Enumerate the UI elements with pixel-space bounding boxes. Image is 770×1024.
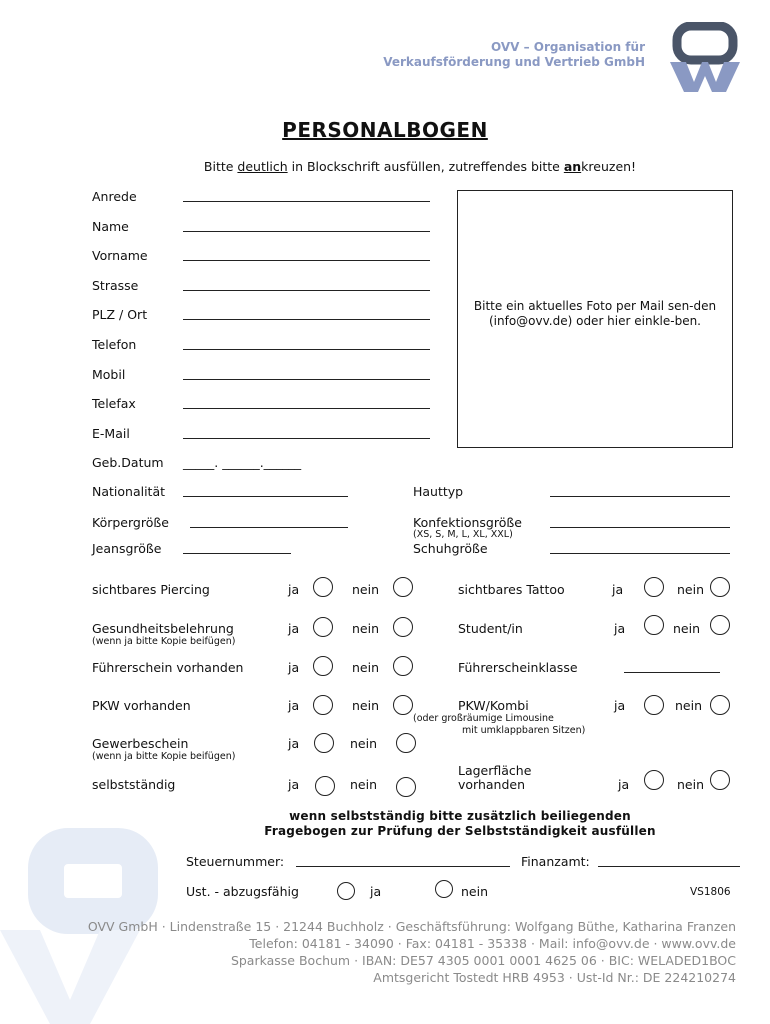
note-line2: Fragebogen zur Prüfung der Selbstständigkeit ausfüllen [264, 824, 656, 838]
gesundheit-label: Gesundheitsbelehrung [92, 621, 234, 636]
field-label: Telefon [92, 337, 137, 352]
nationalitaet-label: Nationalität [92, 484, 166, 499]
geb-datum-label: Geb.Datum [92, 455, 164, 470]
note-line1: wenn selbstständig bitte zusätzlich beiliegenden [289, 809, 631, 823]
schuhgroesse-label: Schuhgröße [413, 541, 488, 556]
tattoo-ja-label: ja [612, 582, 624, 597]
piercing-nein-radio[interactable] [393, 577, 413, 597]
pkw-ja-label: ja [288, 698, 300, 713]
selbststaendig-ja-radio[interactable] [315, 776, 335, 796]
student-label: Student/in [458, 621, 523, 636]
steuernummer-label: Steuernummer: [186, 854, 285, 869]
selbststaendig-ja-label: ja [288, 777, 300, 792]
footer-line4: Amtsgericht Tostedt HRB 4953 · Ust-Id Nr.: DE 224210274 [373, 970, 736, 985]
ovv-logo-icon [670, 22, 740, 94]
pkw-nein-radio[interactable] [393, 695, 413, 715]
field-input[interactable] [183, 231, 430, 232]
lagerflaeche-label1: Lagerfläche [458, 763, 532, 778]
footer-line1: OVV GmbH · Lindenstraße 15 · 21244 Buchholz · Geschäftsführung: Wolfgang Büthe, Katharina Franzen [87, 919, 736, 934]
hauttyp-label: Hauttyp [413, 484, 464, 499]
pkw-ja-radio[interactable] [313, 695, 333, 715]
steuernummer-field[interactable] [296, 866, 510, 867]
pkw-kombi-nein-radio[interactable] [710, 695, 730, 715]
pkw-kombi-hint2: mit umklappbaren Sitzen) [462, 725, 586, 736]
gewerbeschein-label: Gewerbeschein [92, 736, 189, 751]
field-label: Mobil [92, 366, 126, 382]
piercing-ja-label: ja [288, 582, 300, 597]
fuehrerschein-label: Führerschein vorhanden [92, 660, 244, 675]
selbststaendig-label: selbstständig [92, 777, 176, 792]
pkw-kombi-hint1: (oder großräumige Limousine [413, 713, 554, 724]
selbststaendig-nein-label: nein [350, 777, 378, 792]
company-name: OVV – Organisation für Verkaufsförderung und Vertrieb GmbH [383, 40, 645, 69]
piercing-ja-radio[interactable] [313, 577, 333, 597]
gesundheit-nein-radio[interactable] [393, 617, 413, 637]
pkw-kombi-ja-radio[interactable] [644, 695, 664, 715]
koerpergroesse-label: Körpergröße [92, 515, 169, 530]
gesundheit-ja-radio[interactable] [313, 617, 333, 637]
field-input[interactable] [183, 260, 430, 261]
field-label: E-Mail [92, 425, 130, 441]
schuhgroesse-field[interactable] [550, 553, 730, 554]
photo-instructions: Bitte ein aktuelles Foto per Mail sen-den (info@ovv.de) oder hier einkle-ben. [473, 299, 717, 328]
pkw-label: PKW vorhanden [92, 698, 191, 713]
field-label: Telefax [92, 396, 136, 412]
selbststaendig-nein-radio[interactable] [396, 777, 416, 797]
lagerflaeche-label2: vorhanden [458, 777, 526, 792]
finanzamt-field[interactable] [598, 866, 740, 867]
ust-nein-label: nein [461, 884, 489, 899]
lagerflaeche-ja-label: ja [618, 777, 630, 792]
field-label: PLZ / Ort [92, 307, 148, 323]
ust-nein-radio[interactable] [435, 880, 453, 898]
pkw-kombi-ja-label: ja [614, 698, 626, 713]
fuehrerscheinklasse-field[interactable] [624, 672, 720, 673]
photo-box[interactable] [457, 190, 733, 448]
field-label: Vorname [92, 248, 148, 264]
konfektionsgroesse-label: Konfektionsgröße [413, 515, 522, 530]
student-nein-label: nein [673, 621, 701, 636]
footer-line2: Telefon: 04181 - 34090 · Fax: 04181 - 35338 · Mail: info@ovv.de · www.ovv.de [249, 936, 736, 951]
pkw-kombi-nein-label: nein [675, 698, 703, 713]
fuehrerschein-ja-label: ja [288, 660, 300, 675]
field-input[interactable] [183, 408, 430, 409]
field-input[interactable] [183, 201, 430, 202]
gewerbeschein-ja-label: ja [288, 736, 300, 751]
finanzamt-label: Finanzamt: [521, 854, 590, 869]
jeansgroesse-label: Jeansgröße [92, 541, 162, 556]
konfektionsgroesse-hint: (XS, S, M, L, XL, XXL) [413, 529, 513, 540]
field-label: Strasse [92, 277, 139, 293]
gesundheit-hint: (wenn ja bitte Kopie beifügen) [92, 636, 236, 647]
doc-code: VS1806 [690, 886, 731, 898]
gewerbeschein-nein-radio[interactable] [396, 733, 416, 753]
gewerbeschein-ja-radio[interactable] [314, 733, 334, 753]
nationalitaet-field[interactable] [183, 496, 348, 497]
jeansgroesse-field[interactable] [183, 553, 291, 554]
hauttyp-field[interactable] [550, 496, 730, 497]
geb-datum-field[interactable]: _____. ______.______ [183, 455, 302, 470]
fuehrerschein-nein-label: nein [352, 660, 380, 675]
fuehrerschein-ja-radio[interactable] [313, 656, 333, 676]
tattoo-nein-radio[interactable] [710, 577, 730, 597]
field-label: Anrede [92, 189, 137, 204]
footer-line3: Sparkasse Bochum · IBAN: DE57 4305 0001 0001 4625 06 · BIC: WELADED1BOC [230, 953, 736, 968]
page-title: PERSONALBOGEN [282, 118, 488, 142]
gesundheit-nein-label: nein [352, 621, 380, 636]
field-label: Name [92, 218, 129, 234]
konfektionsgroesse-field[interactable] [550, 527, 730, 528]
ust-ja-radio[interactable] [337, 882, 355, 900]
gewerbeschein-hint: (wenn ja bitte Kopie beifügen) [92, 751, 236, 762]
piercing-label: sichtbares Piercing [92, 582, 210, 597]
lagerflaeche-nein-label: nein [677, 777, 705, 792]
student-ja-radio[interactable] [644, 615, 664, 635]
gesundheit-ja-label: ja [288, 621, 300, 636]
piercing-nein-label: nein [352, 582, 380, 597]
student-ja-label: ja [614, 621, 626, 636]
field-input[interactable] [183, 290, 430, 291]
ust-ja-label: ja [370, 884, 382, 899]
tattoo-nein-label: nein [677, 582, 705, 597]
fuehrerscheinklasse-label: Führerscheinklasse [458, 660, 578, 675]
instructions: Bitte deutlich in Blockschrift ausfüllen, zutreffendes bitte ankreuzen! [203, 159, 637, 174]
field-input[interactable] [183, 349, 430, 350]
pkw-kombi-label: PKW/Kombi [458, 698, 529, 713]
ust-label: Ust. - abzugsfähig [186, 884, 299, 899]
tattoo-label: sichtbares Tattoo [458, 582, 565, 597]
lagerflaeche-ja-radio[interactable] [644, 770, 664, 790]
watermark-v-icon [0, 930, 180, 1024]
lagerflaeche-nein-radio[interactable] [710, 770, 730, 790]
fuehrerschein-nein-radio[interactable] [393, 656, 413, 676]
tattoo-ja-radio[interactable] [644, 577, 664, 597]
field-input[interactable] [183, 319, 430, 320]
koerpergroesse-field[interactable] [190, 527, 348, 528]
pkw-nein-label: nein [352, 698, 380, 713]
student-nein-radio[interactable] [710, 615, 730, 635]
field-input[interactable] [183, 438, 430, 439]
field-input[interactable] [183, 379, 430, 380]
gewerbeschein-nein-label: nein [350, 736, 378, 751]
